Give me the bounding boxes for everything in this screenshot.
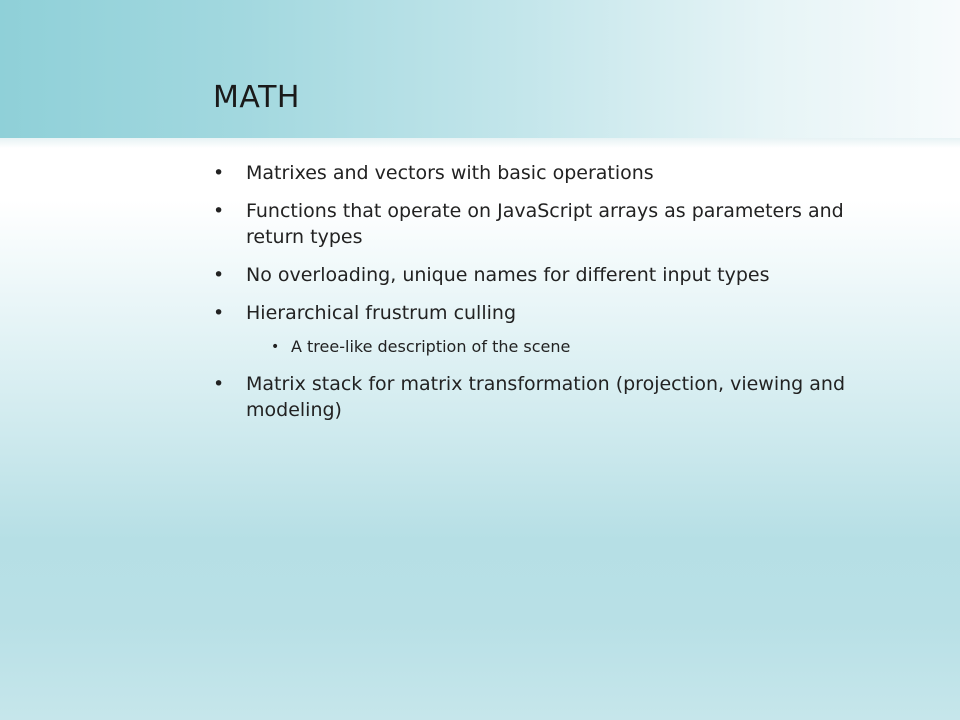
bullet-item xyxy=(213,160,903,186)
bullet-icon: • xyxy=(213,264,225,286)
bullet-text: Matrixes and vectors with basic operations xyxy=(246,162,654,184)
bullet-item xyxy=(213,198,903,250)
slide-title: MATH xyxy=(213,80,300,115)
bullet-item xyxy=(213,300,903,326)
bullet-item xyxy=(213,371,903,423)
bullet-text: No overloading, unique names for different input types xyxy=(246,264,770,286)
bullet-text: Hierarchical frustrum culling xyxy=(246,302,516,324)
bullet-text: Matrix stack for matrix transformation (projection, viewing and modeling) xyxy=(246,373,846,421)
sub-bullet-icon: • xyxy=(271,339,280,355)
bullet-text: Functions that operate on JavaScript arrays as parameters and return types xyxy=(246,200,844,248)
header-band xyxy=(0,0,960,138)
bullet-icon: • xyxy=(213,302,225,324)
bullet-icon: • xyxy=(213,162,225,184)
bullet-list xyxy=(213,160,903,423)
bullet-item xyxy=(213,262,903,288)
slide-content xyxy=(213,160,903,435)
bullet-icon: • xyxy=(213,373,225,395)
sub-bullet-item xyxy=(213,336,903,358)
sub-bullet-text: A tree-like description of the scene xyxy=(291,337,571,356)
bullet-icon: • xyxy=(213,200,225,222)
